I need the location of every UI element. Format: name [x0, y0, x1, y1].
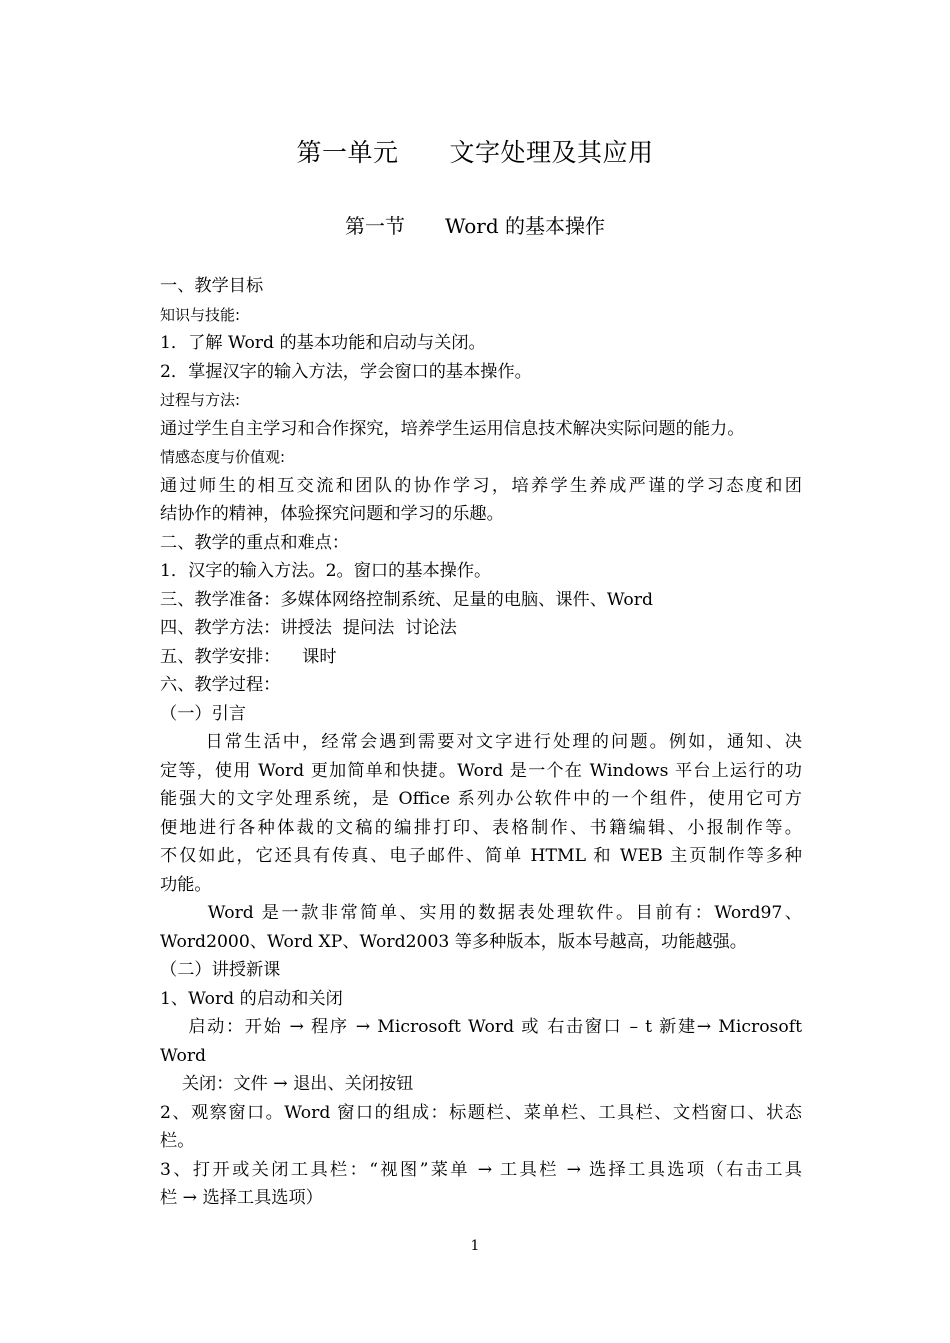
key-points-text: 1．汉字的输入方法。2。窗口的基本操作。: [160, 561, 492, 581]
start-steps-line-1: 启动：开始 → 程序 → Microsoft Word 或 右击窗口 – t 新建→ Microsoft: [160, 1017, 802, 1037]
document-title: 第一单元 文字处理及其应用: [296, 138, 654, 167]
topic-toolbar-line-2: 栏 → 选择工具选项）: [160, 1188, 323, 1208]
versions-paragraph-line-2: Word2000、Word XP、Word2003 等多种版本，版本号越高，功能越强。: [160, 931, 747, 952]
attitude-text-line-2: 结协作的精神，体验探究问题和学习的乐趣。: [160, 504, 504, 524]
label-knowledge-skills: 知识与技能:: [160, 305, 241, 324]
close-steps: 关闭：文件 → 退出、关闭按钮: [160, 1074, 414, 1094]
heading-key-points: 二、教学的重点和难点：: [160, 532, 350, 553]
document-body: [160, 272, 802, 1213]
label-process-method: 过程与方法:: [160, 391, 241, 409]
process-method-text: 通过学生自主学习和合作探究，培养学生运用信息技术解决实际问题的能力。: [160, 418, 745, 439]
section-title: 第一节 Word 的基本操作: [345, 214, 605, 238]
topic-start-close: 1、Word 的启动和关闭: [160, 988, 343, 1009]
topic-toolbar-line-1: 3、打开或关闭工具栏：“视图”菜单 → 工具栏 → 选择工具选项（右击工具: [160, 1159, 802, 1180]
intro-paragraph-line-5: 不仅如此，它还具有传真、电子邮件、简单 HTML 和 WEB 主页制作等多种: [160, 846, 802, 866]
topic-window-line-1: 2、观察窗口。Word 窗口的组成：标题栏、菜单栏、工具栏、文档窗口、状态: [160, 1102, 802, 1123]
goal-item-2: 2．掌握汉字的输入方法，学会窗口的基本操作。: [160, 361, 532, 382]
topic-window-line-2: 栏。: [160, 1131, 195, 1151]
goal-item-1: 1．了解 Word 的基本功能和启动与关闭。: [160, 333, 486, 353]
versions-paragraph-line-1: Word 是一款非常简单、实用的数据表处理软件。目前有：Word97、: [160, 903, 802, 923]
intro-paragraph-line-6: 功能。: [160, 874, 212, 895]
intro-paragraph-line-1: 日常生活中，经常会遇到需要对文字进行处理的问题。例如，通知、决: [160, 732, 802, 752]
intro-paragraph-line-4: 便地进行各种体裁的文稿的编排打印、表格制作、书籍编辑、小报制作等。: [160, 817, 802, 838]
start-steps-line-2: Word: [160, 1045, 207, 1066]
subheading-introduction: （一）引言: [160, 703, 246, 724]
attitude-text-line-1: 通过师生的相互交流和团队的协作学习，培养学生养成严谨的学习态度和团: [160, 475, 802, 496]
heading-methods: 四、教学方法：讲授法 提问法 讨论法: [160, 618, 457, 638]
label-attitude-values: 情感态度与价值观:: [160, 448, 286, 466]
page-number: 1: [470, 1238, 480, 1254]
intro-paragraph-line-3: 能强大的文字处理系统，是 Office 系列办公软件中的一个组件，使用它可方: [160, 789, 802, 809]
heading-teaching-goals: 一、教学目标: [160, 276, 264, 296]
subheading-new-lesson: （二）讲授新课: [160, 960, 281, 980]
heading-schedule: 五、教学安排： 课时: [160, 646, 337, 667]
intro-paragraph-line-2: 定等，使用 Word 更加简单和快捷。Word 是一个在 Windows 平台上运行的功: [160, 760, 802, 781]
heading-process: 六、教学过程：: [160, 675, 281, 695]
heading-preparation: 三、教学准备：多媒体网络控制系统、足量的电脑、课件、Word: [160, 589, 653, 610]
